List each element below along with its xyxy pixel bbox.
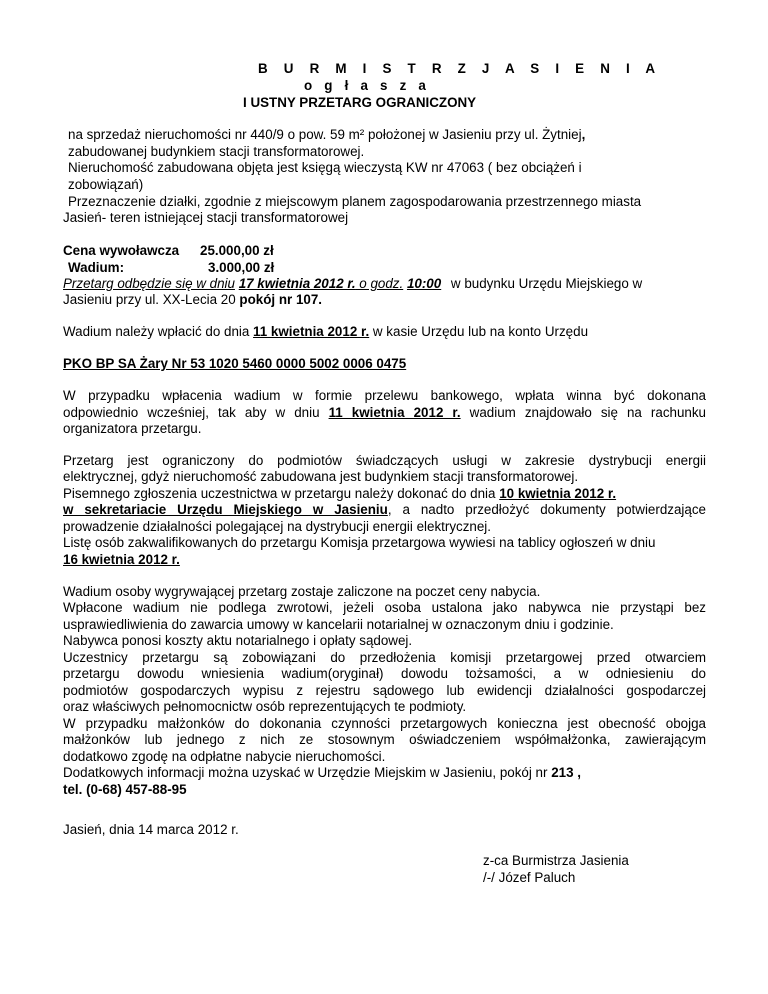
tender-place-text: w budynku Urzędu Miejskiego w [447, 276, 643, 291]
tender-title: I USTNY PRZETARG OGRANICZONY [243, 95, 477, 110]
deposit-value: 3.000,00 zł [208, 260, 275, 275]
deposit-info-text: Wadium należy wpłacić do dnia [63, 324, 254, 339]
tender-time: 10:00 [406, 276, 442, 291]
qualified-list-date: 16 kwietnia 2012 r. [63, 552, 180, 567]
tender-date: 17 kwietnia 2012 r. [238, 276, 356, 291]
intro-line-2: zabudowanej budynkiem stacji transformatorowej. [68, 144, 365, 159]
rules-line-1: Wadium osoby wygrywającej przetarg zostaje zaliczone na poczet ceny nabycia. [63, 584, 541, 599]
intro-text: na sprzedaż nieruchomości nr 440/9 o pow. 59 m² położonej w Jasieniu przy ul. Żytniej [68, 127, 582, 142]
starting-price-value: 25.000,00 zł [200, 243, 274, 258]
tender-address: Jasieniu przy ul. XX-Lecia 20 [63, 292, 240, 307]
rules-line-6: przetargu dowodu wniesienia wadium(oryginał) dowodu tożsamości, a w odniesieniu do [63, 666, 706, 681]
restriction-line-1: Przetarg jest ograniczony do podmiotów świadczących usługi w zakresie dystrybucji energii [63, 453, 706, 468]
rules-line-11: dodatkowo zgodę na odpłatne nabycie nieruchomości. [63, 749, 386, 764]
restriction-line-3 [63, 486, 616, 502]
signature-name: /-/ Józef Paluch [483, 870, 576, 885]
transfer-line-1: W przypadku wpłacenia wadium w formie przelewu bankowego, wpłata winna być dokonana [63, 388, 706, 403]
restriction-line-4 [63, 502, 706, 518]
rules-line-12 [63, 765, 581, 781]
registration-deadline: 10 kwietnia 2012 r. [499, 486, 617, 501]
deposit-info-line [63, 324, 588, 340]
transfer-line-2 [63, 405, 706, 421]
rules-line-4: Nabywca ponosi koszty aktu notarialnego i opłaty sądowej. [63, 633, 413, 648]
place-date: Jasień, dnia 14 marca 2012 r. [63, 822, 239, 837]
rules-line-8: oraz właściwych pełnomocnictw osób reprezentujących te podmioty. [63, 699, 467, 714]
tender-time-label: o godz. [355, 276, 404, 291]
tender-info-line-2 [63, 292, 322, 308]
rules-line-3: usprawiedliwienia do zawarcia umowy w kancelarii notarialnej w oznaczonym dniu i godzinie. [63, 617, 614, 632]
intro-line-6: Jasień- teren istniejącej stacji transformatorowej [63, 210, 349, 225]
rules-line-7: podmiotów gospodarczych wypisu z rejestru sądowego lub ewidencji działalności gospodarczej [63, 683, 706, 698]
announces-heading: o g ł a s z a [304, 78, 431, 93]
restriction-line-5: prowadzenie działalności polegającej na dystrybucji energii elektrycznej. [63, 519, 491, 534]
transfer-deadline: 11 kwietnia 2012 r. [328, 405, 461, 420]
rules-line-10: małżonków lub jednego z nich ze stosownym oświadczeniem współmałżonka, zawierającym [63, 732, 706, 747]
registration-text: Pisemnego zgłoszenia uczestnictwa w przetargu należy dokonać do dnia [63, 486, 500, 501]
contact-room: 213 , [551, 765, 581, 780]
tender-info-text: Przetarg odbędzie się w dniu [63, 276, 235, 291]
intro-line-3: Nieruchomość zabudowana objęta jest księgą wieczystą KW nr 47063 ( bez obciążeń i [68, 160, 582, 175]
registration-place: w sekretariacie Urzędu Miejskiego w Jasieniu [63, 502, 388, 517]
rules-line-5: Uczestnicy przetargu są zobowiązani do przedłożenia komisji przetargowej przed otwarciem [63, 650, 706, 665]
restriction-line-2: elektrycznej, gdyż nieruchomość zabudowana jest budynkiem stacji transformatorowej. [63, 469, 579, 484]
rules-line-9: W przypadku małżonków do dokonania czynności przetargowych konieczna jest obecność obojga [63, 716, 706, 731]
intro-line-1 [68, 127, 585, 143]
deposit-deadline: 11 kwietnia 2012 r. [253, 324, 370, 339]
intro-line-5: Przeznaczenie działki, zgodnie z miejscowym planem zagospodarowania przestrzennego miasta [68, 194, 642, 209]
transfer-text-end: wadium znajdowało się na rachunku [469, 405, 706, 420]
documents-text: , a nadto przedłożyć dokumenty potwierdzające [387, 502, 706, 517]
bank-account: PKO BP SA Żary Nr 53 1020 5460 0000 5002 0006 0475 [63, 356, 407, 371]
authority-heading: B U R M I S T R Z J A S I E N I A [258, 61, 662, 76]
tender-room: pokój nr 107. [239, 292, 323, 307]
rules-line-2: Wpłacone wadium nie podlega zwrotowi, jeżeli osoba ustalona jako nabywca nie przystąpi bez [63, 600, 706, 615]
starting-price-label: Cena wywoławcza [63, 243, 180, 258]
contact-text: Dodatkowych informacji można uzyskać w Urzędzie Miejskim w Jasieniu, pokój nr [63, 765, 552, 780]
restriction-line-6: Listę osób zakwalifikowanych do przetargu Komisja przetargowa wywiesi na tablicy ogłoszeń w dniu [63, 535, 656, 550]
signature-role: z-ca Burmistrza Jasienia [483, 853, 629, 868]
contact-phone: tel. (0-68) 457-88-95 [63, 782, 187, 797]
transfer-line-3: organizatora przetargu. [63, 421, 202, 436]
deposit-place-text: w kasie Urzędu lub na konto Urzędu [369, 324, 589, 339]
deposit-label: Wadium: [68, 260, 125, 275]
tender-info-line-1 [63, 276, 642, 292]
transfer-text: odpowiednio wcześniej, tak aby w dniu [63, 405, 329, 420]
intro-line-4: zobowiązań) [68, 177, 144, 192]
intro-comma: , [581, 127, 586, 142]
